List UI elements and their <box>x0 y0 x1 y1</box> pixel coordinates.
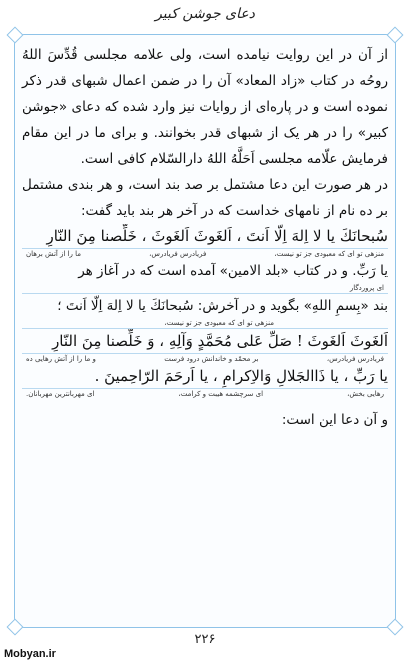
paragraph-1: از آن در این روایت نیامده است، ولی علامه مجلسی قُدِّسَ اللهُ روحُه در کتاب «زاد المعاد» آن را در ضمن اعمال شبهای قدر ذکر نموده است و در پاره‌ای از روایات نیز وارد شده که دعای «جوشن کبیر» را در هر یک از شبهای قدر بخوانند. و برای ما در این مقام فرمایش علّامه مجلسی اَحَلَّهُ اللهُ دارالسّلام کافی است. <box>22 47 388 167</box>
line-3-translation <box>22 318 388 328</box>
gloss-segment: منزهی تو ای که معبودی جز تو نیست، <box>274 250 384 258</box>
line-2-translation <box>22 283 388 293</box>
dua-arabic-line: یا رَبِّ ، یا ذَاالجَلالِ وَالاِکرامِ ، یا اَرحَمَ الرّاحِمینَ . <box>22 364 388 389</box>
page-number: ۲۲۶ <box>194 632 216 647</box>
site-watermark: Mobyan.ir <box>4 648 56 660</box>
dua-block-1 <box>22 224 388 259</box>
page-header-title: دعای جوشن کبیر <box>155 6 255 22</box>
dua-translation <box>22 354 388 364</box>
gloss-segment: ما را از آتش برهان <box>26 250 82 258</box>
dua-block-3 <box>22 364 388 399</box>
gloss-segment: ای سرچشمه هیبت و کرامت، <box>178 390 264 398</box>
dua-translation <box>22 249 388 259</box>
dua-block-2 <box>22 329 388 364</box>
dua-arabic-line: سُبحانَكَ یا لا اِلهَ اِلّا اَنتَ ، اَلغَوثَ اَلغَوثَ ، خَلِّصنا مِنَ النّارِ <box>22 224 388 249</box>
page-content <box>22 42 388 433</box>
closing-line: و آن دعا این است: <box>281 412 388 428</box>
gloss-segment: فریادرس فریادرس، <box>149 250 207 258</box>
gloss-segment: ای پروردگار <box>349 284 384 292</box>
dua-translation <box>22 389 388 399</box>
gloss-segment: بر محمّد و خاندانش درود فرست <box>164 355 259 363</box>
gloss-segment: ای مهربانترین مهربانان. <box>26 390 95 398</box>
text-line-3: بند «بِسمِ اللهِ» بگوید و در آخرش: سُبحانَكَ یا لا اِلهَ اِلّا اَنتَ ؛ <box>57 298 388 314</box>
gloss-segment: و ما را از آتش رهایی ده <box>26 355 96 363</box>
gloss-segment: منزهی تو ای که معبودی جز تو نیست، <box>164 319 274 327</box>
text-line-2: یا رَبِّ. و در کتاب «بلد الامین» آمده است که در آغاز هر <box>78 263 388 279</box>
dua-arabic-line: اَلغَوثَ اَلغَوثَ ! صَلِّ عَلی مُحَمَّدٍ وَآلِهِ ، وَ خَلِّصنا مِنَ النّارِ <box>22 329 388 354</box>
gloss-segment: فریادرس فریادرس، <box>326 355 384 363</box>
paragraph-2: در هر صورت این دعا مشتمل بر صد بند است، و هر بندی مشتمل بر ده نام از نامهای خداست که در آخر هر بند باید گفت: <box>22 177 388 219</box>
gloss-segment: رهایی بخش، <box>347 390 384 398</box>
